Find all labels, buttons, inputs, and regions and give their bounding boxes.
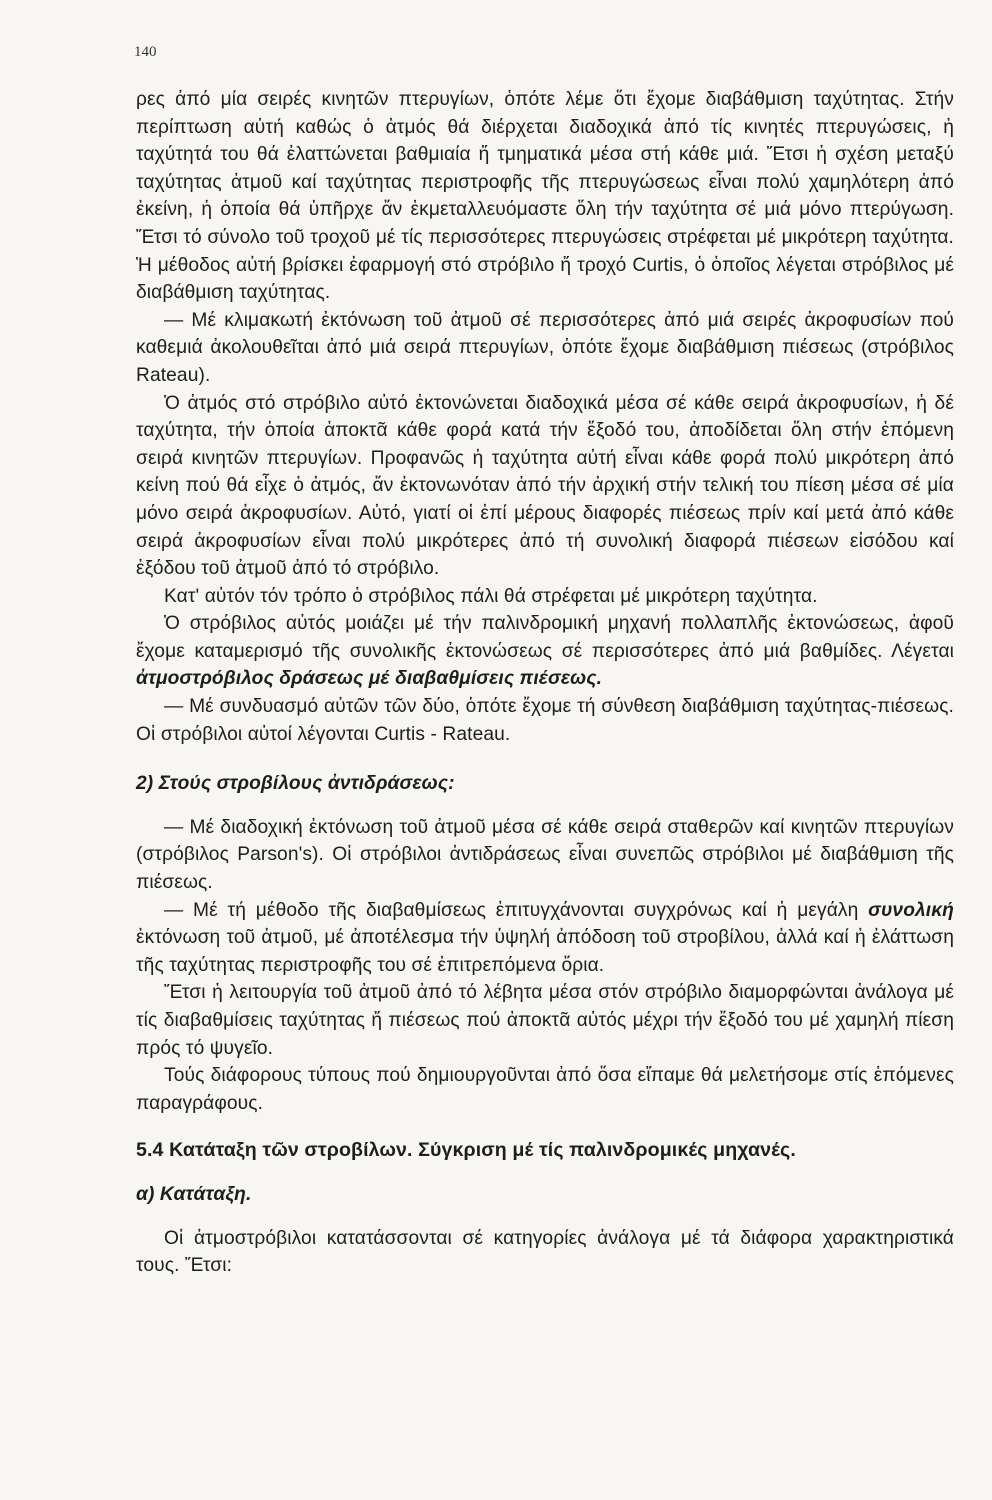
paragraph: — Μέ διαδοχική ἐκτόνωση τοῦ ἀτμοῦ μέσα σέ κάθε σειρά σταθερῶν καί κινητῶν πτερυγίων (στρόβιλος Parson's). Οἱ στρόβιλοι ἀντιδράσεως εἶναι συνεπῶς στρόβιλοι μέ διαβάθμιση τῆς πιέσεως.: [136, 816, 954, 894]
paragraph: [136, 897, 954, 980]
paragraph-text: ἐκτόνωση τοῦ ἀτμοῦ, μέ ἀποτέλεσμα τήν ὑψηλή ἀπόδοση τοῦ στροβίλου, ἀλλά καί ἡ ἐλάττωση τῆς ταχύτητας περιστροφῆς του σέ ἐπιτρεπόμενα ὅρια.: [136, 927, 954, 976]
paragraph: — Μέ κλιμακωτή ἐκτόνωση τοῦ ἀτμοῦ σέ περισσότερες ἀπό μιά σειρές ἀκροφυσίων πού καθεμιά ἀκολουθεῖται ἀπό μιά σειρά πτερυγίων, ὁπότε ἔχομε διαβάθμιση πιέσεως (στρόβιλος Rateau).: [136, 309, 954, 386]
paragraph-text: — Μέ τή μέθοδο τῆς διαβαθμίσεως ἐπιτυγχάνονται συγχρόνως καί ἡ μεγάλη: [164, 899, 859, 921]
paragraph: — Μέ συνδυασμό αὐτῶν τῶν δύο, ὁπότε ἔχομε τή σύνθεση διαβάθμιση ταχύτητας-πιέσεως. Οἱ στρόβιλοι αὐτοί λέγονται Curtis - Rateau.: [136, 696, 954, 745]
page-number: 140: [134, 44, 157, 60]
body-text: [136, 86, 954, 1280]
emphasized-term: ἀτμοστρόβιλος δράσεως μέ διαβαθμίσεις πιέσεως.: [136, 668, 602, 690]
paragraph: Τούς διάφορους τύπους πού δημιουργοῦνται ἀπό ὅσα εἴπαμε θά μελετήσομε στίς ἑπόμενες παραγράφους.: [136, 1065, 954, 1114]
paragraph: Κατ' αὐτόν τόν τρόπο ὁ στρόβιλος πάλι θά στρέφεται μέ μικρότερη ταχύτητα.: [164, 585, 818, 607]
paragraph: ρες ἀπό μία σειρές κινητῶν πτερυγίων, ὁπότε λέμε ὅτι ἔχομε διαβάθμιση ταχύτητας. Στήν περίπτωση αὐτή καθώς ὁ ἀτμός θά διέρχεται διαδοχικά ἀπό τίς κινητές πτερυγώσεις, ἡ ταχύτητά του θά ἐλαττώνεται βαθμιαία ἤ τμηματικά μέσα στή κάθε μιά. Ἔτσι ἡ σχέση μεταξύ ταχύτητας ἀτμοῦ καί ταχύτητας περιστροφῆς τῆς πτερυγώσεως εἶναι πολύ χαμηλότερη ἀπό ἐκείνη, ἡ ὁποία θά ὑπῆρχε ἄν ἐκμεταλλευόμαστε ὅλη τήν ταχύτητα σέ μιά μόνο πτερύγωση. Ἔτσι τό σύνολο τοῦ τροχοῦ μέ τίς περισσότερες πτερυγώσεις στρέφεται μέ μικρότερη ταχύτητα. Ἡ μέθοδος αὐτή βρίσκει ἐφαρμογή στό στρόβιλο ἤ τροχό Curtis, ὁ ὁποῖος λέγεται στρόβιλος μέ διαβάθμιση ταχύτητας.: [136, 89, 954, 304]
paragraph: Ὁ ἀτμός στό στρόβιλο αὐτό ἐκτονώνεται διαδοχικά μέσα σέ κάθε σειρά ἀκροφυσίων, ἡ δέ ταχύτητα, τήν ὁποία ἀποκτᾶ κάθε φορά κατά τήν ἔξοδό του, ἀποδίδεται ὅλη στήν ἑπόμενη σειρά κινητῶν πτερυγίων. Προφανῶς ἡ ταχύτητα αὐτή εἶναι κάθε φορά πολύ μικρότερη ἀπό κείνη πού θά εἶχε ὁ ἀτμός, ἄν ἐκτονωνόταν ἀπό τήν ἀρχική στήν τελική του πίεση μέσα σέ μία μόνο σειρά ἀκροφυσίων. Αὐτό, γιατί οἱ ἐπί μέρους διαφορές πιέσεως πρίν καί μετά ἀπό κάθε σειρά ἀκροφυσίων εἶναι πολύ μικρότερες ἀπό τή συνολική διαφορά πιέσεων εἰσόδου καί ἐξόδου τοῦ ἀτμοῦ ἀπό τό στρόβιλο.: [136, 392, 954, 580]
paragraph-text: Ὁ στρόβιλος αὐτός μοιάζει μέ τήν παλινδρομική μηχανή πολλαπλῆς ἐκτονώσεως, ἀφοῦ ἔχομε καταμερισμό τῆς συνολικῆς ἐκτονώσεως σέ περισσότερες ἀπό μιά βαθμίδες. Λέγεται: [136, 613, 954, 662]
section-heading: 5.4 Κατάταξη τῶν στροβίλων. Σύγκριση μέ τίς παλινδρομικές μηχανές.: [136, 1139, 796, 1162]
paragraph: Ἔτσι ἡ λειτουργία τοῦ ἀτμοῦ ἀπό τό λέβητα μέσα στόν στρόβιλο διαμορφώνται ἀνάλογα μέ τίς διαβαθμίσεις ταχύτητας ἤ πιέσεως πού ἀποκτᾶ αὐτός μέχρι τήν ἔξοδό του μέ χαμηλή πίεση πρός τό ψυγεῖο.: [136, 982, 954, 1059]
paragraph: [136, 610, 954, 693]
subsection-heading: α) Κατάταξη.: [136, 1183, 252, 1205]
emphasized-term: συνολική: [868, 899, 955, 921]
paragraph: Οἱ ἀτμοστρόβιλοι κατατάσσονται σέ κατηγορίες ἀνάλογα μέ τά διάφορα χαρακτηριστικά τους. Ἔτσι:: [136, 1227, 954, 1277]
subsection-heading: 2) Στούς στροβίλους ἀντιδράσεως:: [136, 773, 455, 795]
